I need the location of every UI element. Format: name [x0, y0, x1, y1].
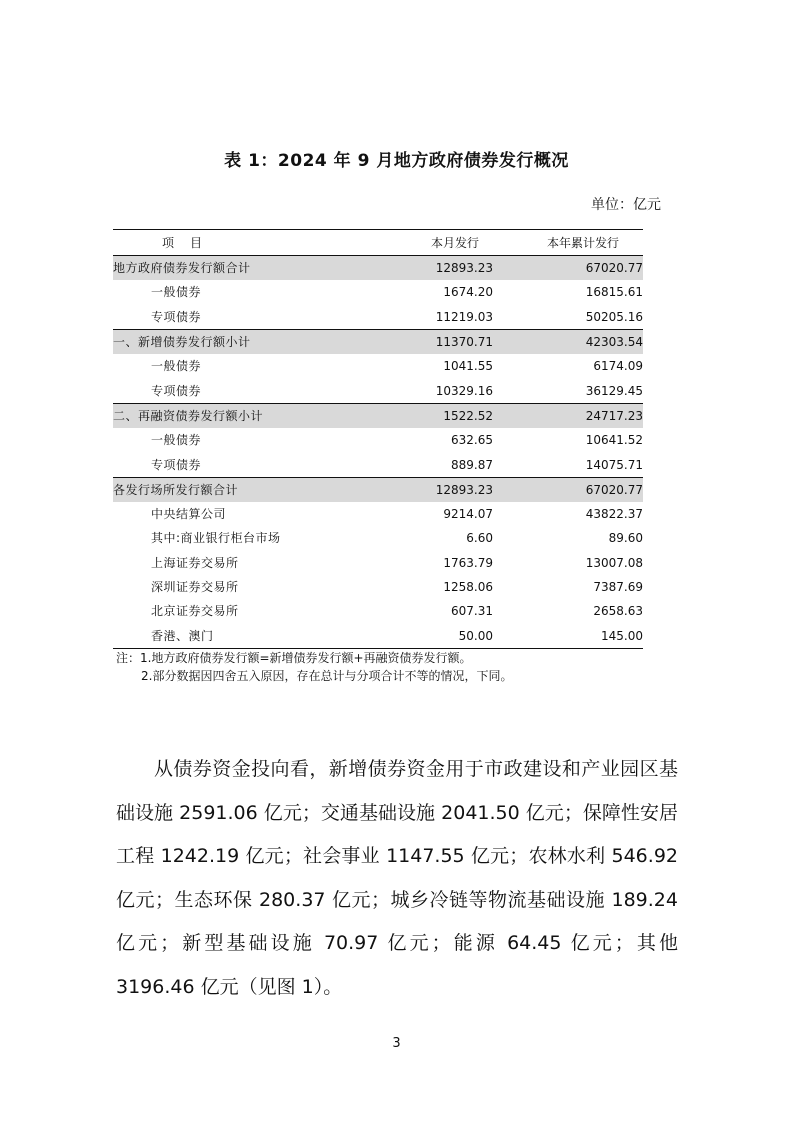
unit-label: 单位：亿元 — [591, 197, 661, 213]
row-name: 专项债券 — [151, 383, 202, 398]
row-ytd-value: 145.00 — [493, 623, 643, 648]
row-current-value: 50.00 — [347, 623, 493, 648]
row-name: 各发行场所发行额合计 — [113, 477, 347, 502]
row-name: 北京证券交易所 — [151, 604, 239, 619]
row-name: 一般债券 — [151, 359, 202, 374]
row-ytd-value: 7387.69 — [593, 580, 643, 594]
row-current-value: 12893.23 — [347, 256, 493, 281]
row-current-value: 12893.23 — [347, 477, 493, 502]
row-name: 一、新增债券发行额小计 — [113, 329, 347, 354]
table-subtotal-row — [113, 256, 643, 281]
table-row — [113, 378, 643, 403]
row-ytd-value: 14075.71 — [585, 457, 643, 472]
table-row — [113, 354, 643, 378]
body-paragraph: 从债券资金投向看，新增债券资金用于市政建设和产业园区基础设施 2591.06 亿元；交通基础设施 2041.50 亿元；保障性安居工程 1242.19 亿元；社会事业 1147.55 亿元；农林水利 546.92 亿元；生态环保 280.37 亿元；城乡冷链等物流基础设施 189.24 亿元；新型基础设施 70.97 亿元；能源 64.45 亿元；其他 3196.46 亿元（见图 1）。 — [116, 758, 678, 998]
table-row — [113, 502, 643, 526]
row-current-value: 632.65 — [451, 433, 493, 448]
table-header-row — [113, 230, 643, 256]
table-body — [113, 256, 643, 649]
header-current-month: 本月发行 — [347, 230, 493, 256]
row-ytd-value: 10641.52 — [585, 433, 643, 448]
header-year-to-date: 本年累计发行 — [493, 230, 643, 256]
row-current-value: 6.60 — [466, 531, 493, 546]
row-ytd-value: 2658.63 — [593, 604, 643, 619]
row-name: 其中:商业银行柜台市场 — [151, 531, 281, 546]
row-ytd-value: 89.60 — [608, 531, 643, 546]
row-ytd-value: 6174.09 — [593, 359, 643, 374]
table-row — [113, 551, 643, 575]
table-subtotal-row — [113, 403, 643, 428]
table-subtotal-row — [113, 329, 643, 354]
table-row — [113, 428, 643, 452]
row-ytd-value: 16815.61 — [585, 285, 643, 300]
row-ytd-value: 67020.77 — [493, 477, 643, 502]
row-current-value: 11370.71 — [347, 329, 493, 354]
row-current-value: 1041.55 — [443, 359, 493, 374]
row-name: 中央结算公司 — [151, 507, 227, 522]
row-current-value: 607.31 — [451, 604, 493, 619]
row-name: 香港、澳门 — [113, 623, 347, 648]
row-current-value: 889.87 — [451, 457, 493, 472]
row-ytd-value: 43822.37 — [585, 507, 643, 522]
table-title: 表 1：2024 年 9 月地方政府债券发行概况 — [224, 151, 569, 171]
row-current-value: 1674.20 — [443, 285, 493, 300]
row-current-value: 1763.79 — [443, 555, 493, 570]
row-name: 二、再融资债券发行额小计 — [113, 403, 347, 428]
bond-issuance-table — [113, 229, 643, 649]
table-row — [113, 575, 643, 599]
row-current-value: 11219.03 — [435, 309, 493, 324]
page-number: 3 — [392, 1036, 401, 1051]
row-name: 专项债券 — [151, 309, 202, 324]
row-ytd-value: 24717.23 — [493, 403, 643, 428]
note-2: 2.部分数据因四舍五入原因，存在总计与分项合计不等的情况，下同。 — [141, 669, 513, 683]
row-ytd-value: 36129.45 — [585, 383, 643, 398]
row-ytd-value: 13007.08 — [585, 555, 643, 570]
row-name: 地方政府债券发行额合计 — [113, 256, 347, 281]
row-name: 一般债券 — [151, 433, 202, 448]
table-row — [113, 599, 643, 623]
row-name: 上海证券交易所 — [151, 555, 239, 570]
row-current-value: 1522.52 — [347, 403, 493, 428]
row-name: 深圳证券交易所 — [151, 580, 239, 594]
row-current-value: 9214.07 — [443, 507, 493, 522]
note-1: 注：1.地方政府债券发行额=新增债券发行额+再融资债券发行额。 — [116, 651, 472, 665]
row-ytd-value: 67020.77 — [493, 256, 643, 281]
table-row — [113, 280, 643, 304]
table-row — [113, 452, 643, 477]
row-name: 专项债券 — [151, 457, 202, 472]
table-notes — [116, 649, 512, 685]
row-current-value: 1258.06 — [443, 580, 493, 594]
row-current-value: 10329.16 — [435, 383, 493, 398]
row-name: 一般债券 — [151, 285, 202, 300]
table-row — [113, 526, 643, 550]
table-row — [113, 623, 643, 648]
row-ytd-value: 42303.54 — [493, 329, 643, 354]
header-item: 项 目 — [113, 230, 347, 256]
table-row — [113, 305, 643, 330]
row-ytd-value: 50205.16 — [585, 309, 643, 324]
table-subtotal-row — [113, 477, 643, 502]
